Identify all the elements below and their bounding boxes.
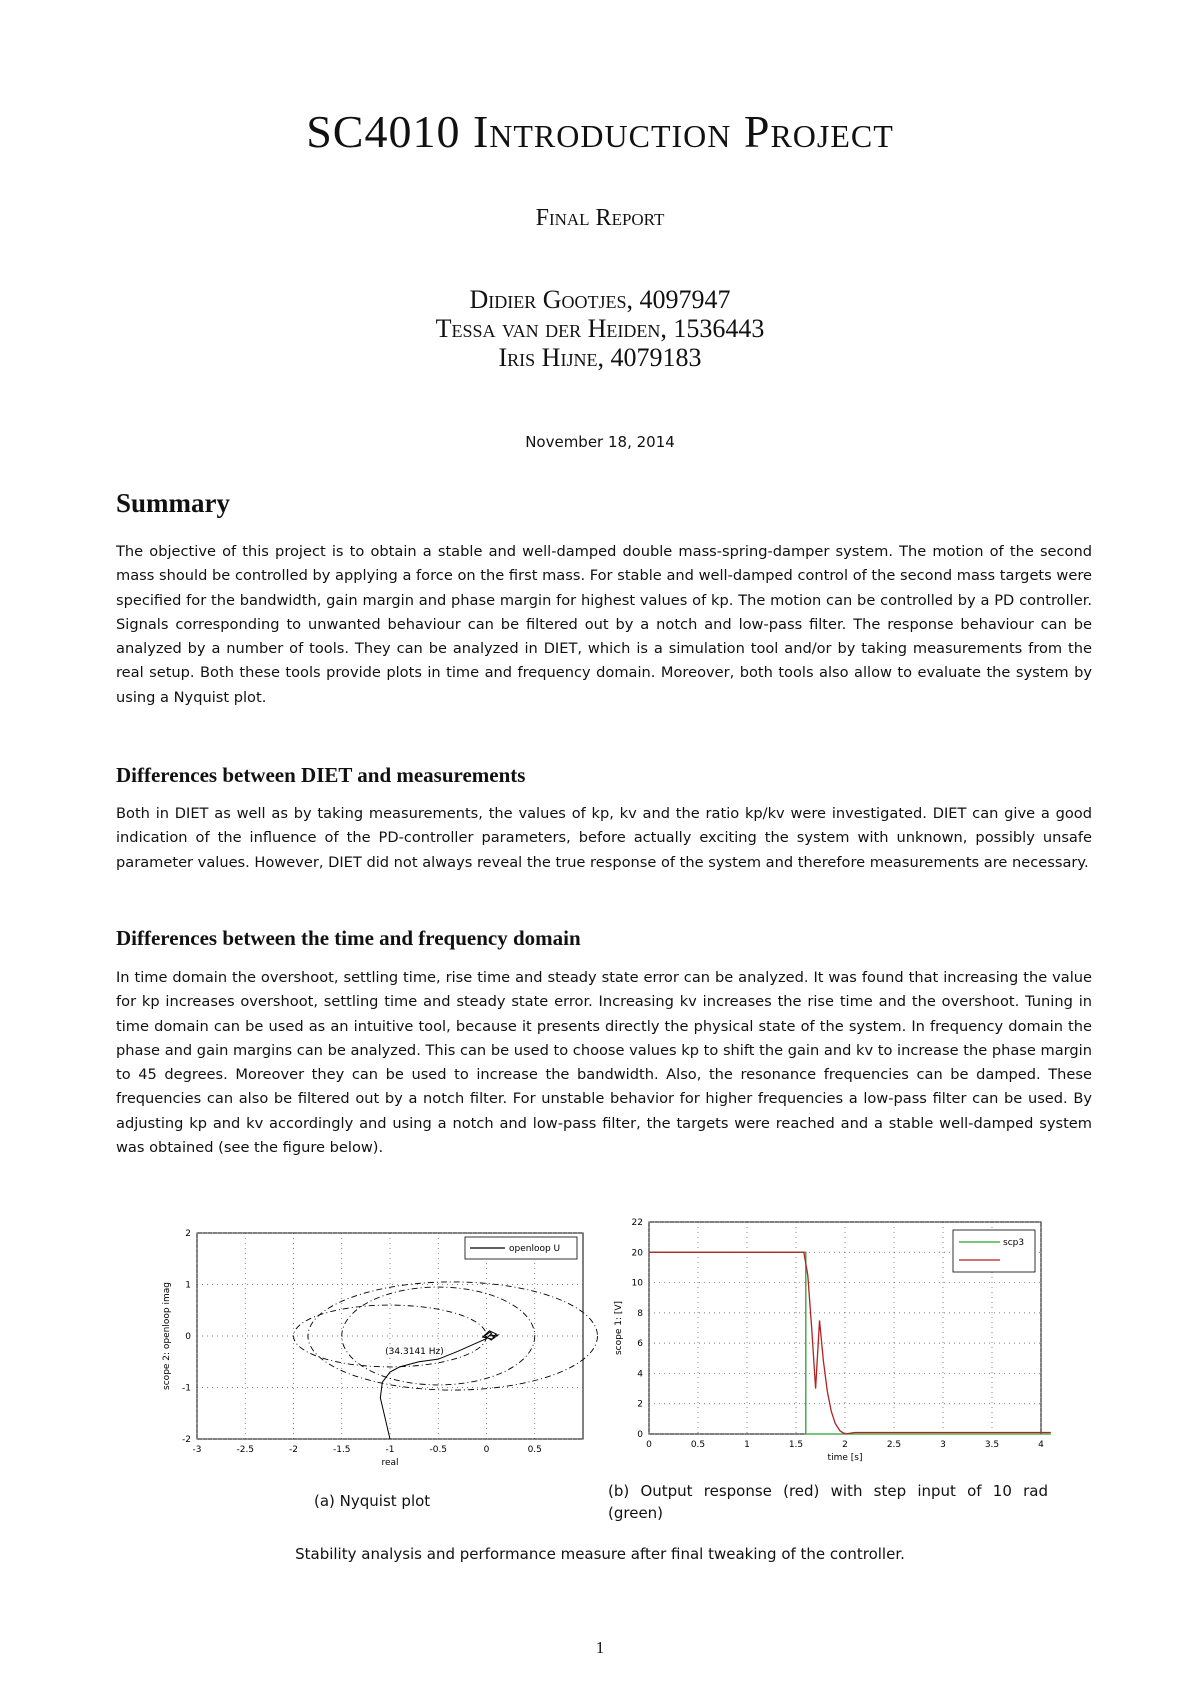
response-figure xyxy=(605,1212,1050,1482)
x-tick-label: 3 xyxy=(940,1440,946,1450)
y-tick-label: 6 xyxy=(637,1339,643,1350)
author: Tessa van der Heiden, 1536443 xyxy=(435,314,765,343)
y-tick-label: 22 xyxy=(631,1218,643,1228)
figure-a-caption: (a) Nyquist plot xyxy=(314,1492,431,1510)
summary-text: The objective of this project is to obtain a stable and well-damped double mass-spring-damper system. The motion of the second mass should be controlled by applying a force on the first mass. For stable and well-damped control of the second mass targets were specified for the bandwidth, gain margin and phase margin for highest values of kp. The motion can be controlled by a PD controller. Signals corresponding to unwanted behaviour can be filtered out by a notch and low-pass filter. The response behaviour can be analyzed by a number of tools. They can be analyzed in DIET, which is a simulation tool and/or by taking measurements from the real setup. Both these tools provide plots in time and frequency domain. Moreover, both tools also allow to evaluate the system by using a Nyquist plot. xyxy=(116,543,1092,706)
response-chart xyxy=(605,1212,1050,1482)
x-tick-label: -0.5 xyxy=(429,1445,448,1455)
section-text-diet: Both in DIET as well as by taking measurements, the values of kp, kv and the ratio kp/kv were investigated. DIET can give a good indication of the influence of the PD-controller parameters, before actually exciting the system with unknown, possibly unsafe parameter values. However, DIET did not always reveal the true response of the system and therefore measurements are necessary. xyxy=(116,805,1092,871)
x-tick-label: -2.5 xyxy=(236,1445,255,1455)
x-tick-label: 0.5 xyxy=(690,1440,706,1450)
document-subtitle: Final Report xyxy=(535,205,665,231)
y-tick-label: 2 xyxy=(185,1229,191,1239)
figure-b-caption: (b) Output response (red) with step input of 10 rad (green) xyxy=(608,1482,1048,1522)
section-heading-domains: Differences between the time and frequency domain xyxy=(116,926,581,950)
x-tick-label: 0 xyxy=(646,1440,652,1450)
summary-heading: Summary xyxy=(116,488,230,518)
y-tick-label: 1 xyxy=(185,1280,191,1291)
y-axis-label: scope 2: openloop imag xyxy=(162,1282,172,1390)
y-axis-label: scope 1: [V] xyxy=(614,1300,624,1356)
y-tick-label: 2 xyxy=(637,1399,643,1410)
x-tick-label: 2 xyxy=(842,1440,848,1450)
x-tick-label: 2.5 xyxy=(886,1440,902,1450)
x-tick-label: 1 xyxy=(744,1440,750,1450)
section-heading-diet: Differences between DIET and measurements xyxy=(116,763,526,787)
nyquist-chart xyxy=(162,1215,595,1475)
x-tick-label: 0.5 xyxy=(527,1445,542,1455)
x-tick-label: -3 xyxy=(192,1445,202,1455)
x-axis-label: time [s] xyxy=(827,1453,863,1463)
author: Iris Hijne, 4079183 xyxy=(498,343,702,372)
legend-entry: openloop U xyxy=(509,1244,561,1254)
y-tick-label: 20 xyxy=(631,1248,643,1259)
x-tick-label: 3.5 xyxy=(984,1440,1000,1450)
legend-box xyxy=(953,1230,1035,1272)
x-tick-label: 1.5 xyxy=(788,1440,804,1450)
y-tick-label: -2 xyxy=(182,1435,191,1445)
y-tick-label: 0 xyxy=(185,1332,191,1342)
x-tick-label: -1.5 xyxy=(332,1445,351,1455)
x-axis-label: real xyxy=(381,1458,399,1468)
figure-main-caption: Stability analysis and performance measure after final tweaking of the controller. xyxy=(295,1545,905,1563)
y-tick-label: -1 xyxy=(182,1383,191,1394)
x-tick-label: 0 xyxy=(483,1445,490,1455)
x-tick-label: 4 xyxy=(1038,1440,1044,1450)
section-text-domains: In time domain the overshoot, settling time, rise time and steady state error can be analyzed. It was found that increasing the value for kp increases overshoot, settling time and steady state error. Increasing kv increases the rise time and the overshoot. Tuning in time domain can be used as an intuitive tool, because it presents directly the physical state of the system. In frequency domain the phase and gain margins can be analyzed. This can be used to choose values kp to shift the gain and kv to increase the phase margin to 45 degrees. Moreover they can be used to increase the bandwidth. Also, the resonance frequencies can be damped. These frequencies can also be filtered out by a notch filter. For unstable behavior for higher frequencies a low-pass filter can be used. By adjusting kp and kv accordingly and using a notch and low-pass filter, the targets were reached and a stable well-damped system was obtained (see the figure below). xyxy=(116,969,1092,1157)
x-tick-label: -2 xyxy=(289,1445,298,1455)
page-number: 1 xyxy=(595,1638,605,1657)
nyquist-annotation: (34.3141 Hz) xyxy=(385,1347,444,1358)
y-tick-label: 4 xyxy=(637,1369,643,1380)
y-tick-label: 0 xyxy=(637,1430,643,1440)
nyquist-figure xyxy=(162,1215,595,1475)
reference-circle xyxy=(342,1287,535,1385)
x-tick-label: -1 xyxy=(385,1445,395,1455)
document-title: SC4010 Introduction Project xyxy=(306,106,894,157)
author-list xyxy=(0,285,1200,372)
document-date: November 18, 2014 xyxy=(525,433,675,451)
legend-entry: scp3 xyxy=(1003,1238,1025,1248)
y-tick-label: 10 xyxy=(631,1278,643,1289)
y-tick-label: 8 xyxy=(637,1308,643,1319)
author: Didier Gootjes, 4097947 xyxy=(469,285,731,314)
